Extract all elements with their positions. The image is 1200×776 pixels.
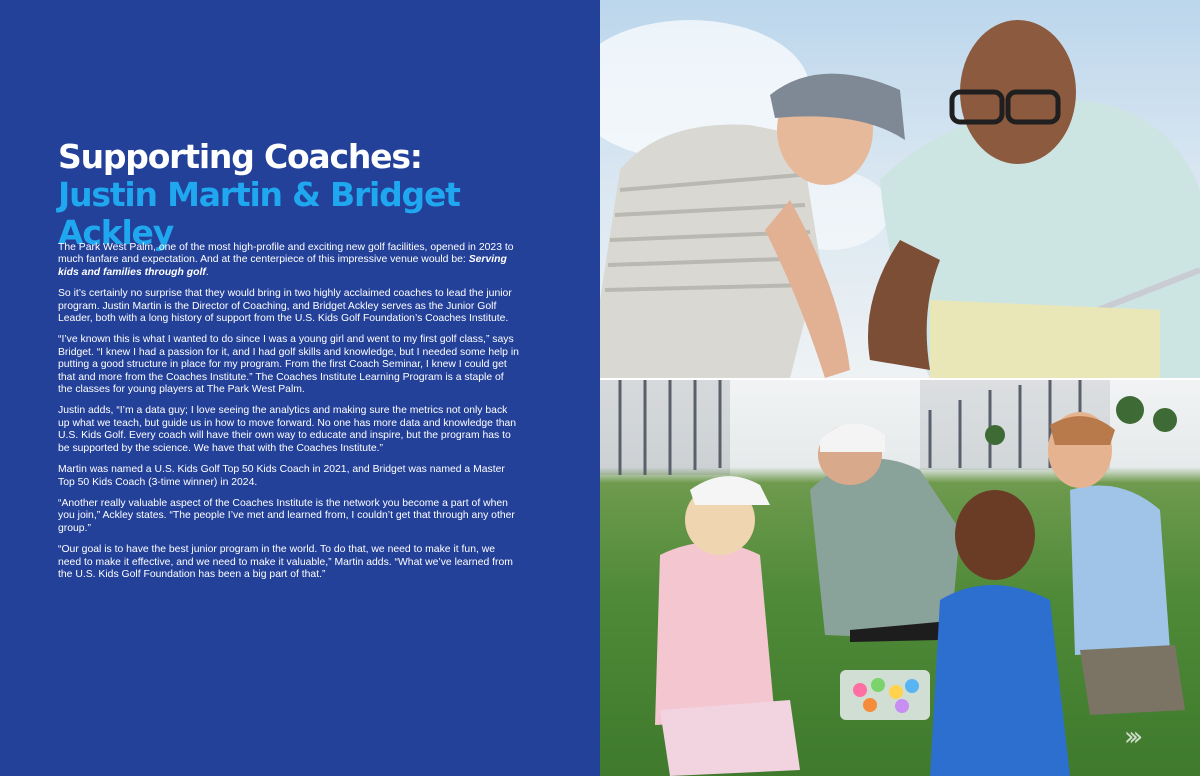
paragraph-4: Justin adds, “I’m a data guy; I love seeing the analytics and making sure the metrics not only back up what we teach, but guide us in how to move forward. No one has more data and knowledge than U.S. Kids Golf. Every coach will have their own way to educate and inspire, but the program has to be supported by the science. We have that with the Coaches Institute.”: [58, 405, 517, 454]
article-body: [58, 242, 520, 590]
paragraph-5: Martin was named a U.S. Kids Golf Top 50 Kids Coach in 2021, and Bridget was named a Master Top 50 Kids Coach (3-time winner) in 2024.: [58, 464, 505, 488]
paragraph-3: “I’ve known this is what I wanted to do since I was a young girl and went to my first golf class,” says Bridget. “I knew I had a passion for it, and I had golf skills and knowledge, but I needed some help in putting a good structure in place for my program. From the first Coach Seminar, I knew I could get that and more from the Coaches Institute.” The Coaches Institute Learning Program is a staple of the classes for young players at The Park West Palm.: [58, 334, 519, 396]
chevron-right-icon[interactable]: [1124, 722, 1170, 752]
page-title: [58, 138, 578, 252]
photo-coach-and-kids-illustration: [600, 380, 1200, 776]
title-line-1: Supporting Coaches:: [58, 137, 422, 176]
paragraph-2: So it’s certainly no surprise that they would bring in two highly acclaimed coaches to lead the junior program. Justin Martin is the Director of Coaching, and Bridget Ackley serves as the Junior Golf Leader, both with a long history of support from the U.S. Kids Golf Foundation’s Coaches Institute.: [58, 288, 512, 325]
paragraph-7: “Our goal is to have the best junior program in the world. To do that, we need to make it fun, we need to make it effective, and we need to make it valuable,” Martin adds. “What we’ve learned from the U.S. Kids Golf Foundation has been a big part of that.”: [58, 544, 513, 580]
paragraph-1-text: The Park West Palm, one of the most high-profile and exciting new golf facilities, opened in 2023 to much fanfare and expectation. And at the centerpiece of this impressive venue would be:: [58, 242, 514, 266]
paragraph-1-end: .: [205, 266, 209, 278]
photo-coach-and-boy: [600, 0, 1200, 378]
title-line-2: Justin Martin & Bridget Ackley: [58, 175, 460, 252]
photo-coach-and-boy-illustration: [600, 0, 1200, 378]
paragraph-6: “Another really valuable aspect of the Coaches Institute is the network you become a part of when you join,” Ackley states. “The people I’ve met and learned from, I couldn’t get that through any other group.”: [58, 497, 515, 534]
paragraph-1: [58, 242, 520, 279]
photo-coach-and-kids: [600, 380, 1200, 776]
next-page-glyph: ›››: [1124, 722, 1138, 752]
paragraph-1-emphasis: Serving kids and families through golf: [58, 254, 507, 278]
